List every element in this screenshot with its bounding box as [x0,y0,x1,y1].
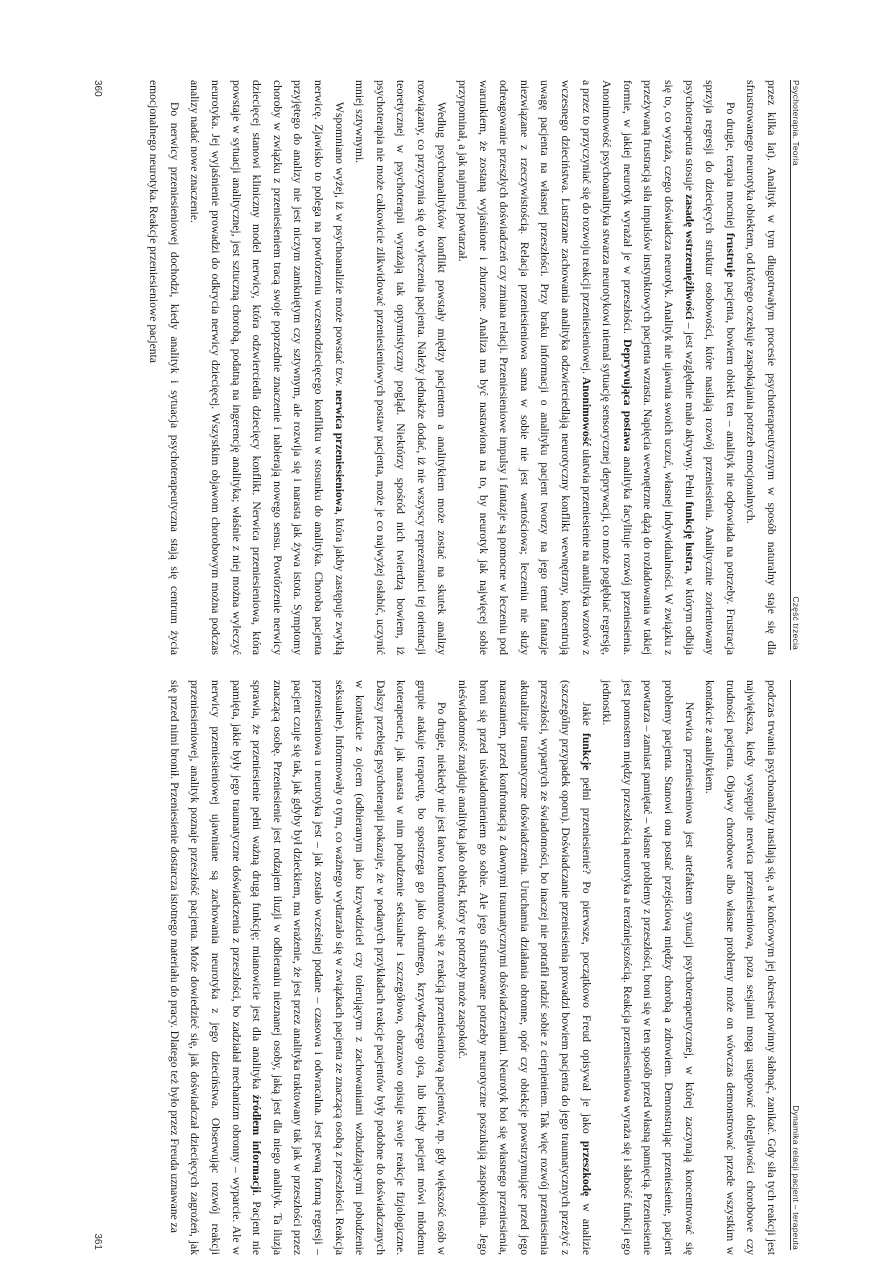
page-number: 361 [92,1233,103,1250]
paragraph: Po drugie, niekiedy nie jest łatwo konfrontować się z reakcją przeniesieniową pacjentów, np. gdy większość osób w grupie atakuje terapeutę, bo spostrzega go jako okrutnego, krzywdzącego ojca, lub kiedy pacjent mówi młodemu koterapeucie, jak narasta w nim pobudzenie seksualne i szczegółowo, obrazowo opisuje swoje reakcje fizjologiczne. Dalszy przebieg psychoterapii pokazuje, że w podanych przykładach reakcje pacjentów były podobne do doświadczanych w kontakcie z ojcem (odbieranym jako krzywdziciel czy tolerującym z zachowaniami wzbudzającymi pobudzenie seksualne). Informowały o tym, co ważnego wydarzało się w związkach pacjenta ze znaczącą osobą z przeszłości. Reakcja przeniesieniowa u neurotyka jest – jak zostało wcześniej podane – czasowa i odwracalna. Jest pewną formą regresji – pacjent czuje się tak, jak gdyby był dzieckiem, ma wrażenie, że jest przez analityka traktowany tak jak w przeszłości przez znaczącą osobę. Przeniesienie jest rodzajem iluzji w odbieraniu nieznanej osoby, jaką jest dla niego analityk. Ta iluzja sprawia, że przeniesienie pełni ważną drugą funkcję; mianowicie jest dla analityka źródłem informacji. Pacjent nie pamięta, jakie były jego traumatyczne doświadczenia z przeszłości, bo zadziałał mechanizm obronny – wyparcie. Ale w nerwicy przeniesieniowej ujawniane są zachowania neurotyka z jego dzieciństwa. Obserwując rozwój reakcji przeniesieniowej, analityk poznaje przeszłość pacjenta. Może dowiedzieć się, jak doświadczał dziecięcych zagrożeń, jak się przed nimi bronił. Przeniesienie dostarcza istotnego materiału do pracy. Dlatego też było przez Freuda uznawane za [167,680,449,1255]
paragraph: Do nerwicy przeniesieniowej dochodzi, kiedy analityk i sytuacja psychoterapeutyczna stają się centrum życia emocjonalnego neurotyka. Reakcje przeniesieniowe pacjenta [147,80,181,655]
running-header [790,80,805,650]
emphasis: nerwica przeniesieniowa [332,389,346,512]
paragraph: Według psychoanalityków konflikt powstały między pacjentem a analitykiem może zostać na skutek analizy rozwiązany, co przyczynia się do wyleczenia pacjenta. Należy jednakże dodać, iż nie wszyscy reprezentanci tej orientacji teoretycznej w psychoterapii wyrażają tak optymistyczny pogląd. Niektórzy spośród nich twierdzą bowiem, iż psychoterapia nie może całkowicie zlikwidować przeniesieniowych postaw pacjenta, może je co najwyżej osłabić, uczynić mniej sztywnymi. [353,80,449,655]
emphasis: Anonimowość [579,376,593,447]
emphasis: funkcję lustra [682,501,696,572]
paragraph: Wspomniano wyżej, iż w psychoanalizie może powstać tzw. nerwica przeniesieniowa, która jakby zastępuje zwykłą nerwicę. Zjawisko to polega na powtórzeniu wczesnodziecięcego konfliktu w stosunku do analityka. Choroba pacjenta przyjętego do analizy nie jest niczym zamkniętym czy sztywnym, ale rozwija się i narasta jak żywa istota. Symptomy choroby w związku z przeniesieniem tracą swoje poprzednie znaczenie i nabierają nowego sensu. Powtórzenie nerwicy dziecięcej stanowi kliniczny model nerwicy, która odzwierciedla dziecięcy konflikt. Nerwica przeniesieniowa, która powstaje w sytuacji analitycznej, jest sztuczną chorobą, podatną na ingerencję analityka; właśnie z niej można wyleczyć neurotyka. Jej wyjaśnienie prowadzi do odkrycia nerwicy dziecięcej. Wszystkim objawom chorobowym można podczas analizy nadać nowe znaczenie. [188,80,346,655]
paragraph: Po drugie, terapia mocniej frustruje pacjenta, bowiem obiekt ten – analityk nie odpowiada na potrzeby. Frustracja sprzyja regresji do dziecięcych struktur osobowości, które nasilają rozwój przeniesienia. Analitycznie zorientowany psychoterapeuta stosuje zasadę wstrzemięźliwości – jest względnie mało aktywny. Pełni funkcję lustra, w którym odbija się to, co wyraża, czego doświadcza neurotyk. Analityk nie ujawnia swoich uczuć, własnej indywidualności. W związku z przeżywaną frustracją siła impulsów instynktowych pacjenta wzrasta. Napięcia wewnętrzne dążą do rozładowania w takiej formie, w jakiej neurotyk wyrażał je w przeszłości. Deprywująca postawa analityka facylituje rozwój przeniesienia. Anonimowość psychoanalityka stwarza neurotykowi niemal sytuację sensorycznej deprywacji, co może pogłębiać regresję, a przez to przyczyniać się do rozwoju reakcji przeniesieniowej. Anonimowość ułatwia przeniesienie na analityka wzorów z wczesnego dzieciństwa. Lustrzane zachowania analityka odzwierciedlają neurotyczny konflikt wewnętrzny, koncentrują uwagę pacjenta na własnej przeszłości. Przy braku informacji o analityku pacjent tworzy na jego temat fantazje niezwiązane z rzeczywistością. Relacja przeniesieniowa sama w sobie nie jest wartościowa; leczeniu nie służy odreagowanie przeszłych doświadczeń czy zmiana relacji. Przeniesieniowe impulsy i fantazje są pomocne w leczeniu pod warunkiem, że zostaną wyjaśnione i zburzone. Analiza ma być nastawiona na to, by neurotyk jak najwięcej sobie przypominał, a jak najmniej powtarzał. [456,80,737,656]
emphasis: źródłem informacji [250,1094,264,1193]
emphasis: Deprywująca postawa [620,339,634,452]
paragraph: przez kilka lat). Analityk w tym długotrwałym procesie psychoterapeutycznym w sposób naturalny staje się dla sfrustrowanego neurotyka obiektem, od którego oczekuje zaspokajania potrzeb emocjonalnych. [744,80,778,655]
header-part: Część trzecia [791,596,801,650]
right-page [0,660,893,1260]
running-header [790,680,805,1250]
paragraph: Jakie funkcje pełni przeniesienie? Po pierwsze, początkowo Freud opisywał je jako przeszkodę w analizie (szczególny przypadek oporu). Doświadczanie przeniesienia prowadzi bowiem pacjenta do jego traumatycznych przeżyć z przeszłości, wypartych ze świadomości, bo inaczej nie potrafił radzić sobie z cierpieniem. Tak więc rozwój przeniesienia aktualizuje traumatyczne doświadczenia. Uruchamia działania obronne, opór czy obiekcje powstrzymujące przed jego narastaniem, przed konfrontacją z dawnymi traumatycznymi doświadczeniami. Neurotyk boi się własnego przeniesienia, broni się przed uświadomieniem go sobie. Ale jego sfrustrowane potrzeby neurotyczne poszukują zaspokojenia. Jego nieświadomość znajduje analityka jako obiekt, który te potrzeby może zaspokoić. [456,680,593,1255]
emphasis: zasadę wstrzemięźliwości [682,194,696,320]
emphasis: frustruje [723,232,737,278]
header-book-title: Psychoterapia. Teoria [791,80,801,166]
header-chapter-title: Dynamika relacji pacjent – terapeuta [791,1105,801,1250]
page-body [143,80,781,655]
emphasis: funkcje [579,732,593,771]
page-body [163,680,781,1255]
paragraph: podczas trwania psychoanalizy nasilają się, a w końcowym jej okresie powinny słabnąć, zanikać. Gdy siła tych reakcji jest największa, kiedy występuje nerwica przeniesieniowa, poza sesjami mogą ustępować dolegliwości chorobowe czy trudności pacjenta. Objawy chorobowe albo własne problemy może on wówczas demonstrować przede wszystkim w kontakcie z analitykiem. [703,680,778,1255]
emphasis: przeszkodę [579,1140,593,1197]
page-number: 360 [92,80,103,97]
paragraph: Nerwica przeniesieniowa jest artefaktem sytuacji psychoterapeutycznej, w której zaczynają koncentrować się problemy pacjenta. Stanowi ona postać przejściową między chorobą a zdrowiem. Demonstrując przeniesienie, pacjent powtarza – zamiast pamiętać – własne problemy z przeszłości, broni się w ten sposób przed własną pamięcią. Przeniesienie jest pomostem między przeszłością neurotyka a teraźniejszością. Reakcja przeniesieniowa wyraża się i słabość funkcji ego jednostki. [600,680,696,1255]
left-page [0,60,893,660]
